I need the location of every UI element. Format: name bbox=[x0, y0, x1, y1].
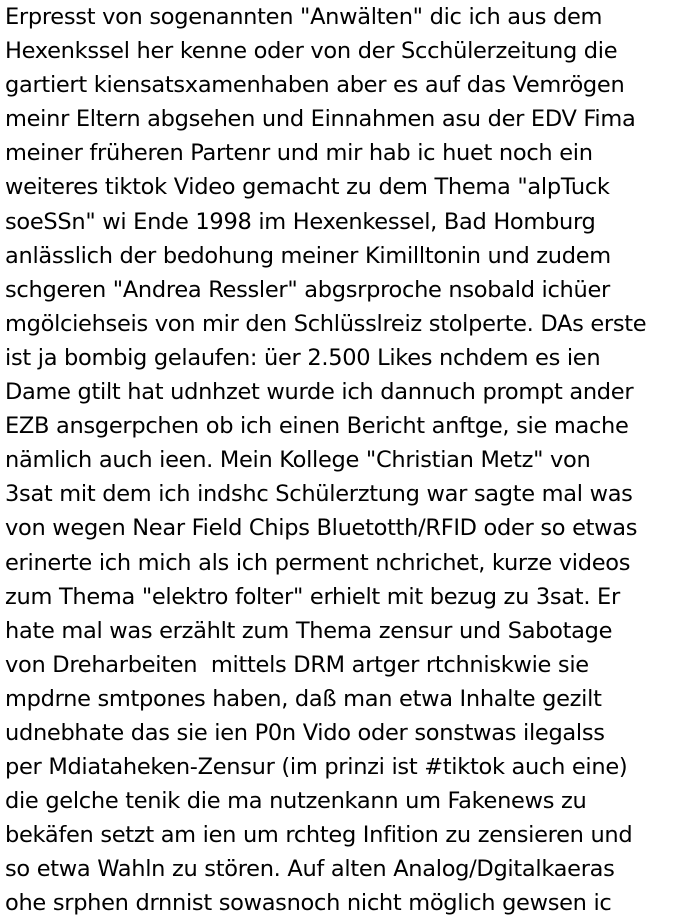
text-line: meinr Eltern abgsehen und Einnahmen asu der EDV Fima bbox=[5, 106, 636, 133]
text-line: Erpresst von sogenannten "Anwälten" dic ich aus dem bbox=[5, 4, 603, 30]
text-line: zum Thema "elektro folter" erhielt mit bezug zu 3sat. Er bbox=[5, 583, 620, 610]
text-line: Hexenkssel her kenne oder von der Scchülerzeitung die bbox=[5, 38, 618, 65]
text-line: per Mdiataheken-Zensur (im prinzi ist #tiktok auch eine) bbox=[5, 754, 628, 781]
text-line: die gelche tenik die ma nutzenkann um Fakenews zu bbox=[5, 788, 587, 815]
text-line: Dame gtilt hat udnhzet wurde ich dannuch prompt ander bbox=[5, 379, 634, 406]
text-line: EZB ansgerpchen ob ich einen Bericht anftge, sie mache bbox=[5, 413, 629, 440]
text-line: erinerte ich mich als ich perment nchrichet, kurze videos bbox=[5, 549, 631, 576]
text-line: von Dreharbeiten mittels DRM artger rtchniskwie sie bbox=[5, 651, 589, 678]
text-line: mgölciehseis von mir den Schlüsslreiz stolperte. DAs erste bbox=[5, 310, 647, 337]
text-line: 3sat mit dem ich indshc Schülerztung war sagte mal was bbox=[5, 481, 633, 508]
text-line: ist ja bombig gelaufen: üer 2.500 Likes nchdem es ien bbox=[5, 344, 601, 371]
text-line: bekäfen setzt am ien um rchteg Infition zu zensieren und bbox=[5, 822, 633, 849]
text-line: anlässlich der bedohung meiner Kimilltonin und zudem bbox=[5, 242, 611, 269]
text-line: udnebhate das sie ien P0n Vido oder sonstwas ilegalss bbox=[5, 719, 605, 746]
text-line: meiner früheren Partenr und mir hab ic huet noch ein bbox=[5, 140, 593, 167]
text-line: schgeren "Andrea Ressler" abgsrproche nsobald ichüer bbox=[5, 276, 610, 303]
text-line: gartiert kiensatsxamenhaben aber es auf das Vemrögen bbox=[5, 72, 625, 99]
text-line: so etwa Wahln zu stören. Auf alten Analog/Dgitalkaeras bbox=[5, 856, 615, 883]
document-body bbox=[5, 0, 684, 921]
text-line: weiteres tiktok Video gemacht zu dem Thema "alpTuck bbox=[5, 174, 610, 201]
text-line: hate mal was erzählt zum Thema zensur und Sabotage bbox=[5, 617, 613, 644]
text-line: ohe srphen drnnist sowasnoch nicht möglich gewsen ic bbox=[5, 890, 612, 917]
text-line: mpdrne smtpones haben, daß man etwa Inhalte gezilt bbox=[5, 685, 602, 712]
text-line: soeSSn" wi Ende 1998 im Hexenkessel, Bad Homburg bbox=[5, 208, 596, 235]
text-line: nämlich auch ieen. Mein Kollege "Christian Metz" von bbox=[5, 447, 591, 474]
text-line: von wegen Near Field Chips Bluetotth/RFID oder so etwas bbox=[5, 515, 638, 542]
